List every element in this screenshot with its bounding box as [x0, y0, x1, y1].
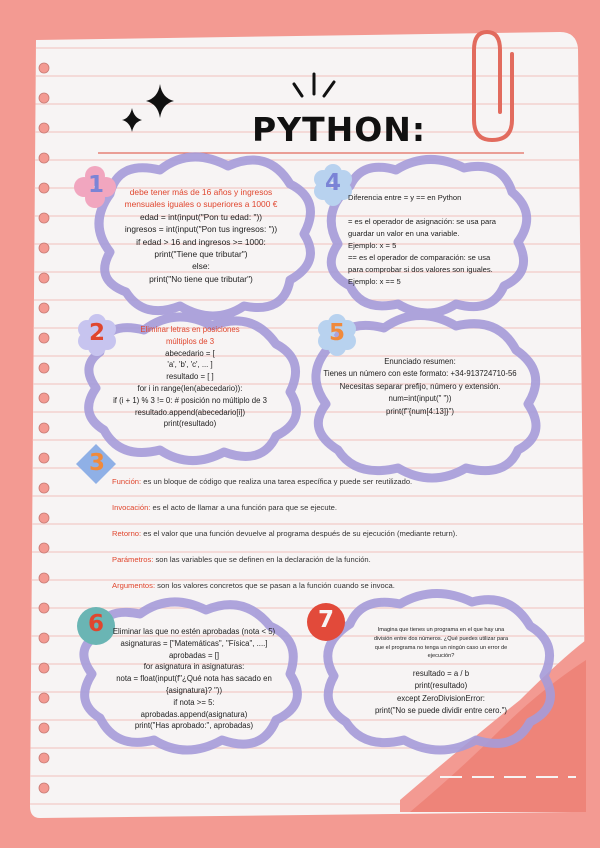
card-2-line: 'a', 'b', 'c', ... ] [167, 360, 213, 370]
card-2-line: if (i + 1) % 3 != 0: # posición no múltiplo de 3 [113, 395, 267, 405]
card-2-line: múltiplos de 3 [165, 336, 215, 346]
card-7-line: except ZeroDivisionError: [397, 693, 485, 703]
card-7-intro-line: ejecución? [427, 653, 455, 660]
card-number-1: 1 [88, 172, 105, 198]
definition-invocacion [112, 503, 337, 512]
card-6-line: nota = float(input(f"¿Qué nota has sacado en [116, 674, 272, 684]
card-1-line: print("Tiene que tributar") [154, 249, 248, 260]
card-7-line: resultado = a / b [412, 669, 470, 678]
card-1-text [96, 186, 306, 285]
definition-text: es el acto de llamar a una función para que se ejecute. [150, 503, 338, 512]
card-7-text [356, 668, 526, 718]
definition-term: Invocación: [112, 503, 151, 512]
card-1-line: else: [192, 261, 210, 272]
definition-text: son las variables que se definen en la declaración de la función. [153, 555, 371, 564]
definition-text: es el valor que una función devuelve al programa después de su ejecución (mediante return). [141, 529, 458, 538]
card-5-line: print(f"{num[4:13]}") [386, 406, 454, 416]
card-5-line: Tienes un número con este formato: +34-913724710-56 [323, 369, 517, 379]
card-2-line: Eliminar letras en posiciones [140, 325, 240, 334]
card-4-line: Ejemplo: x == 5 [348, 277, 401, 286]
card-1-line: print("No tiene que tributar") [149, 273, 253, 284]
card-number-4: 4 [325, 170, 342, 196]
definition-funcion [112, 477, 412, 486]
card-4-line: = es el operador de asignación: se usa para [348, 217, 496, 226]
card-2-line: resultado = [ ] [166, 372, 214, 382]
definition-term: Parámetros: [112, 555, 154, 564]
definition-text: son los valores concretos que se pasan a la función cuando se invoca. [155, 581, 395, 590]
card-4-line: para comprobar si dos valores son iguales. [348, 265, 493, 274]
definition-argumentos [112, 581, 395, 590]
card-7-line: print("No se puede dividir entre cero.") [374, 706, 508, 716]
card-4-line: Diferencia entre = y == en Python [348, 193, 462, 202]
card-6-line: print("Has aprobado:", aprobadas) [134, 721, 254, 731]
card-5-line: Enunciado resumen: [384, 357, 456, 366]
card-7-intro-line: que el programa no tenga un ningún caso un error de [374, 644, 508, 651]
card-number-5: 5 [329, 320, 346, 346]
card-4-line [348, 204, 528, 216]
card-1-line: edad = int(input("Pon tu edad: ")) [139, 211, 263, 222]
card-5-line: Necesitas separar prefijo, número y extensión. [339, 381, 501, 391]
card-1-line: debe tener más de 16 años y ingresos [129, 187, 273, 197]
card-1-line: mensuales iguales o superiores a 1000 € [124, 199, 278, 210]
page-title: PYTHON: [252, 110, 427, 149]
card-4-line: Ejemplo: x = 5 [348, 241, 397, 250]
card-number-3: 3 [89, 450, 106, 476]
definition-text: es un bloque de código que realiza una tarea específica y puede ser reutilizado. [141, 477, 413, 486]
card-6-line: aprobadas.append(asignatura) [140, 709, 248, 719]
card-number-7: 7 [318, 607, 335, 633]
definition-parametros [112, 555, 371, 564]
definition-term: Argumentos: [112, 581, 156, 590]
card-6-line: Eliminar las que no estén aprobadas (nota < 5) [112, 627, 276, 636]
card-6-line: for asignatura in asignaturas: [143, 662, 245, 672]
card-2-line: resultado.append(abecedario[i]) [134, 407, 246, 417]
card-6-line: aprobadas = [] [168, 650, 220, 660]
card-6-text [96, 626, 292, 732]
card-1-line: ingresos = int(input("Pon tus ingresos: ")) [124, 224, 278, 235]
card-2-line: for i in range(len(abecedario)): [137, 383, 243, 393]
card-7-line: print(resultado) [414, 681, 468, 691]
card-2-line: print(resultado) [163, 419, 217, 429]
card-4-line: guardar un valor en una variable. [348, 229, 460, 238]
card-number-2: 2 [89, 320, 106, 346]
definition-term: Función: [112, 477, 142, 486]
card-5-text [300, 356, 540, 418]
definition-retorno [112, 529, 457, 538]
definition-term: Retorno: [112, 529, 142, 538]
card-7-intro-line: división entre dos números. ¿Qué puedes utilizar para [373, 635, 509, 642]
card-6-line: asignaturas = ["Matemáticas", "Física", ....] [120, 638, 268, 648]
card-1-line: if edad > 16 and ingresos >= 1000: [136, 236, 266, 247]
card-4-line: == es el operador de comparación: se usa [348, 253, 491, 262]
card-5-line: num=int(input(" ")) [388, 394, 452, 404]
card-2-text [80, 324, 300, 430]
card-2-line: abecedario = [ [165, 348, 215, 358]
card-4-text [348, 192, 528, 288]
card-6-line: {asignatura}? ")) [165, 685, 223, 695]
card-7-intro-line: Imagina que tienes un programa en el que hay una [377, 627, 505, 633]
card-number-6: 6 [88, 611, 105, 637]
card-6-line: if nota >= 5: [173, 697, 215, 707]
card-7-intro [356, 626, 526, 661]
